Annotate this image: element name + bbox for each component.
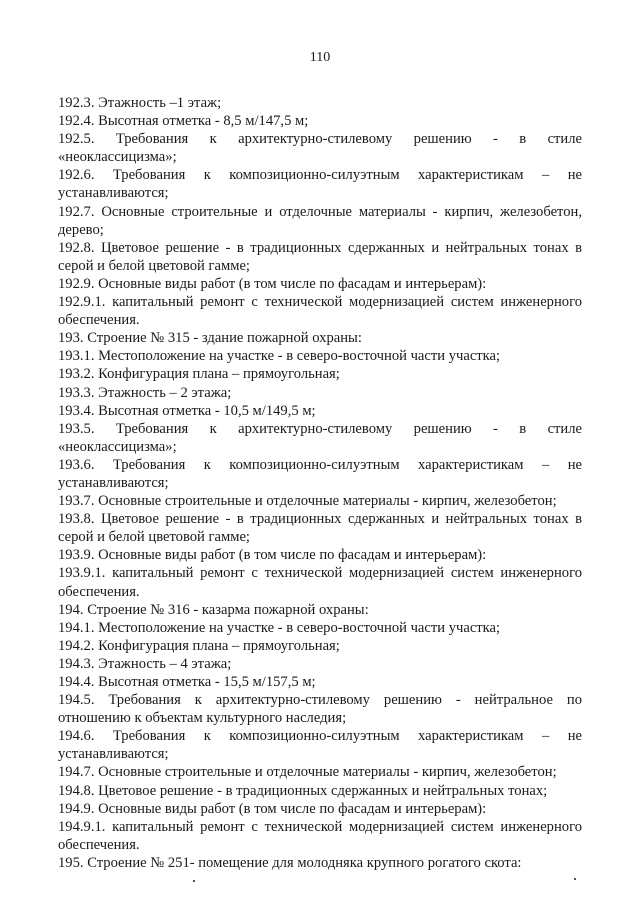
text-line: обеспечения.	[58, 312, 140, 329]
text-line: 193.1. Местоположение на участке - в северо-восточной части участка;	[58, 348, 501, 365]
text-line: 193.3. Этажность – 2 этажа;	[58, 384, 232, 401]
scan-speck	[574, 878, 576, 880]
text-line: 192.4. Высотная отметка - 8,5 м/147,5 м;	[58, 113, 309, 130]
text-line: 194.2. Конфигурация плана – прямоугольная;	[58, 637, 340, 654]
text-line: 193.4. Высотная отметка - 10,5 м/149,5 м;	[58, 402, 316, 419]
text-line: 194.3. Этажность – 4 этажа;	[58, 655, 232, 672]
text-line: серой и белой цветовой гамме;	[58, 257, 250, 274]
text-line: 192.7. Основные строительные и отделочные материалы - кирпич, железобетон,	[58, 203, 582, 220]
text-line: 194.8. Цветовое решение - в традиционных сдержанных и нейтральных тонах;	[58, 782, 548, 799]
text-line: обеспечения.	[58, 583, 140, 600]
text-line: 194.7. Основные строительные и отделочные материалы - кирпич, железобетон;	[58, 764, 557, 781]
text-line: отношению к объектам культурного наследия;	[58, 710, 347, 727]
text-line: 193. Строение № 315 - здание пожарной охраны:	[58, 330, 362, 347]
text-line: серой и белой цветовой гамме;	[58, 529, 250, 546]
page-number: 110	[309, 50, 331, 65]
text-line: 193.8. Цветовое решение - в традиционных сдержанных и нейтральных тонах в	[58, 511, 582, 528]
text-line: 192.9. Основные виды работ (в том числе по фасадам и интерьерам):	[58, 275, 487, 292]
text-line: «неоклассицизма»;	[58, 149, 177, 166]
text-line: обеспечения.	[58, 836, 140, 853]
text-line: 193.9.1. капитальный ремонт с технической модернизацией систем инженерного	[58, 565, 582, 582]
text-line: 192.6. Требования к композиционно-силуэтным характеристикам – не	[58, 167, 582, 184]
text-line: 192.8. Цветовое решение - в традиционных сдержанных и нейтральных тонах в	[58, 239, 582, 256]
text-line: устанавливаются;	[58, 185, 169, 202]
text-line: 193.6. Требования к композиционно-силуэтным характеристикам – не	[58, 456, 582, 473]
text-line: 194.9. Основные виды работ (в том числе по фасадам и интерьерам):	[58, 800, 487, 817]
text-line: 193.9. Основные виды работ (в том числе по фасадам и интерьерам):	[58, 547, 487, 564]
text-line: 194. Строение № 316 - казарма пожарной охраны:	[58, 601, 369, 618]
text-line: 192.9.1. капитальный ремонт с технической модернизацией систем инженерного	[58, 294, 582, 311]
document-body	[58, 94, 582, 872]
text-line: 195. Строение № 251- помещение для молодняка крупного рогатого скота:	[58, 854, 522, 871]
text-line: 193.5. Требования к архитектурно-стилевому решению - в стиле	[58, 420, 582, 437]
text-line: 192.5. Требования к архитектурно-стилевому решению - в стиле	[58, 131, 582, 148]
text-line: 194.1. Местоположение на участке - в северо-восточной части участка;	[58, 619, 501, 636]
text-line: 192.3. Этажность –1 этаж;	[58, 95, 222, 111]
text-line: 194.6. Требования к композиционно-силуэтным характеристикам – не	[58, 728, 582, 745]
text-line: дерево;	[58, 221, 104, 238]
text-line: устанавливаются;	[58, 474, 169, 491]
text-line: 194.9.1. капитальный ремонт с технической модернизацией систем инженерного	[58, 818, 582, 835]
scan-speck	[193, 880, 195, 882]
text-line: 193.7. Основные строительные и отделочные материалы - кирпич, железобетон;	[58, 493, 557, 510]
text-line: устанавливаются;	[58, 746, 169, 763]
text-line: 194.4. Высотная отметка - 15,5 м/157,5 м;	[58, 674, 316, 690]
text-line: 194.5. Требования к архитектурно-стилевому решению - нейтральное по	[58, 692, 582, 709]
text-line: 193.2. Конфигурация плана – прямоугольная;	[58, 366, 340, 383]
text-line: «неоклассицизма»;	[58, 438, 177, 455]
